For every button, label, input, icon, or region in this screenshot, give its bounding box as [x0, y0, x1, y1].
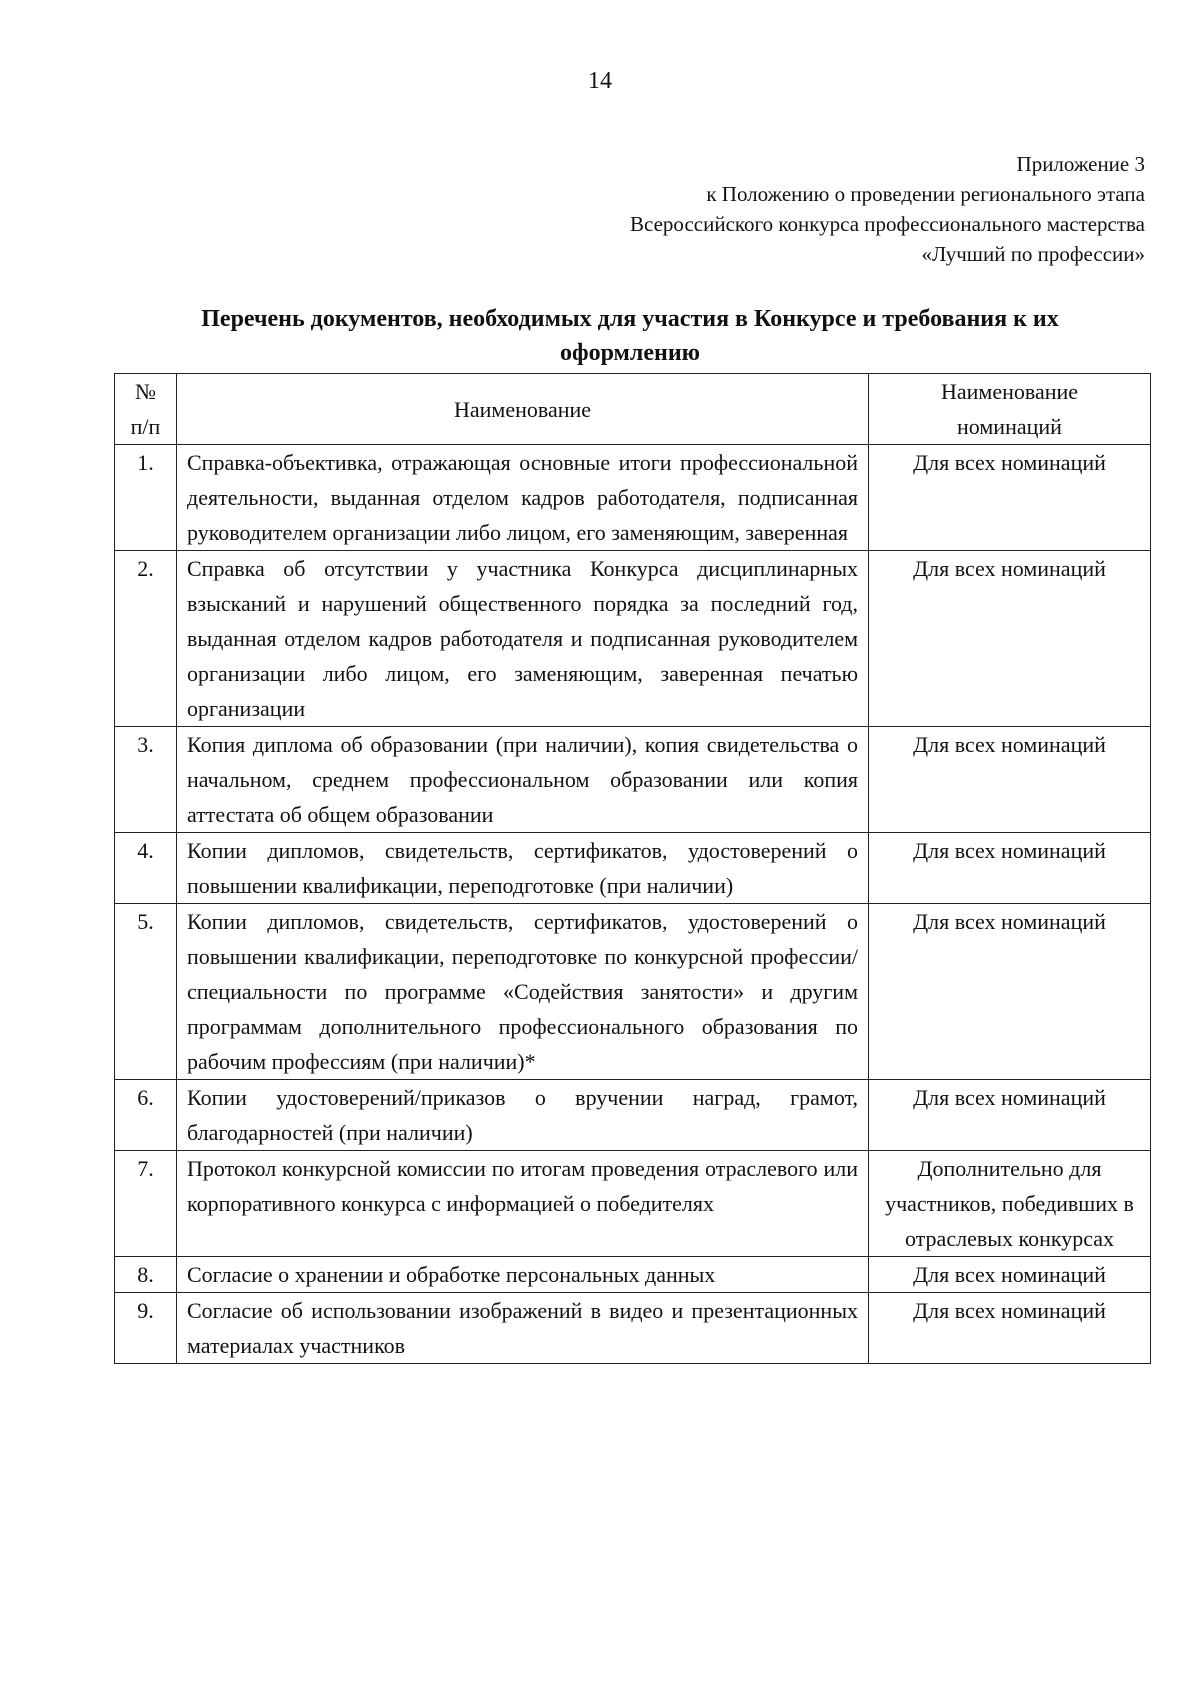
- appendix-line-1: Приложение 3: [1016, 152, 1145, 176]
- row-nomination: Для всех номинаций: [869, 727, 1151, 833]
- row-number: 6.: [115, 1080, 177, 1151]
- table-row: [115, 1151, 1151, 1257]
- row-document-name: Согласие о хранении и обработке персональных данных: [177, 1257, 869, 1293]
- row-document-name: Протокол конкурсной комиссии по итогам проведения отраслевого или корпоративного конкурса с информацией о победителях: [177, 1151, 869, 1257]
- row-nomination: Для всех номинаций: [869, 445, 1151, 551]
- row-nomination: Для всех номинаций: [869, 1080, 1151, 1151]
- table-row: [115, 1293, 1151, 1364]
- row-document-name: Справка-объективка, отражающая основные итоги профессиональной деятельности, выданная отделом кадров работодателя, подписанная руководителем организации либо лицом, его заменяющим, заверенная: [177, 445, 869, 551]
- table-header-row: [115, 374, 1151, 445]
- row-number: 7.: [115, 1151, 177, 1257]
- header-number-line-1: №: [135, 379, 156, 404]
- document-title: [110, 302, 1150, 370]
- row-number: 8.: [115, 1257, 177, 1293]
- table-row: [115, 445, 1151, 551]
- row-document-name: Справка об отсутствии у участника Конкурса дисциплинарных взысканий и нарушений общественного порядка за последний год, выданная отделом кадров работодателя и подписанная руководителем организации либо лицом, его заменяющим, заверенная печатью организации: [177, 551, 869, 727]
- row-number: 2.: [115, 551, 177, 727]
- row-document-name: Копии удостоверений/приказов о вручении наград, грамот, благодарностей (при наличии): [177, 1080, 869, 1151]
- row-nomination: Для всех номинаций: [869, 833, 1151, 904]
- header-name: Наименование: [177, 374, 869, 445]
- appendix-line-3: Всероссийского конкурса профессионального мастерства: [630, 212, 1145, 236]
- document-title-line-1: Перечень документов, необходимых для участия в Конкурсе и требования к их: [201, 306, 1059, 332]
- table-row: [115, 1257, 1151, 1293]
- table-row: [115, 833, 1151, 904]
- row-nomination: Для всех номинаций: [869, 1293, 1151, 1364]
- row-number: 3.: [115, 727, 177, 833]
- row-document-name: Копии дипломов, свидетельств, сертификатов, удостоверений о повышении квалификации, переподготовке по конкурсной профессии/специальности по программе «Содействия занятости» и другим программам дополнительного профессионального образования по рабочим профессиям (при наличии)*: [177, 904, 869, 1080]
- row-document-name: Копии дипломов, свидетельств, сертификатов, удостоверений о повышении квалификации, переподготовке (при наличии): [177, 833, 869, 904]
- table-row: [115, 727, 1151, 833]
- appendix-line-4: «Лучший по профессии»: [921, 242, 1145, 266]
- header-number-line-2: п/п: [130, 414, 161, 439]
- header-nomination-line-2: номинаций: [957, 414, 1062, 439]
- table-row: [115, 904, 1151, 1080]
- document-title-line-2: оформлению: [559, 340, 701, 366]
- row-document-name: Согласие об использовании изображений в видео и презентационных материалах участников: [177, 1293, 869, 1364]
- table-row: [115, 551, 1151, 727]
- header-nomination: [869, 374, 1151, 445]
- table-row: [115, 1080, 1151, 1151]
- page-number: 14: [588, 68, 612, 94]
- header-number: [115, 374, 177, 445]
- row-nomination: Для всех номинаций: [869, 551, 1151, 727]
- row-nomination: Дополнительно для участников, победивших в отраслевых конкурсах: [869, 1151, 1151, 1257]
- row-document-name: Копия диплома об образовании (при наличии), копия свидетельства о начальном, среднем профессиональном образовании или копия аттестата об общем образовании: [177, 727, 869, 833]
- row-nomination: Для всех номинаций: [869, 1257, 1151, 1293]
- appendix-header: [445, 149, 1145, 269]
- row-number: 1.: [115, 445, 177, 551]
- row-nomination: Для всех номинаций: [869, 904, 1151, 1080]
- row-number: 4.: [115, 833, 177, 904]
- header-nomination-line-1: Наименование: [940, 379, 1079, 404]
- appendix-line-2: к Положению о проведении регионального этапа: [706, 182, 1145, 206]
- row-number: 5.: [115, 904, 177, 1080]
- row-number: 9.: [115, 1293, 177, 1364]
- documents-table: [114, 373, 1151, 1364]
